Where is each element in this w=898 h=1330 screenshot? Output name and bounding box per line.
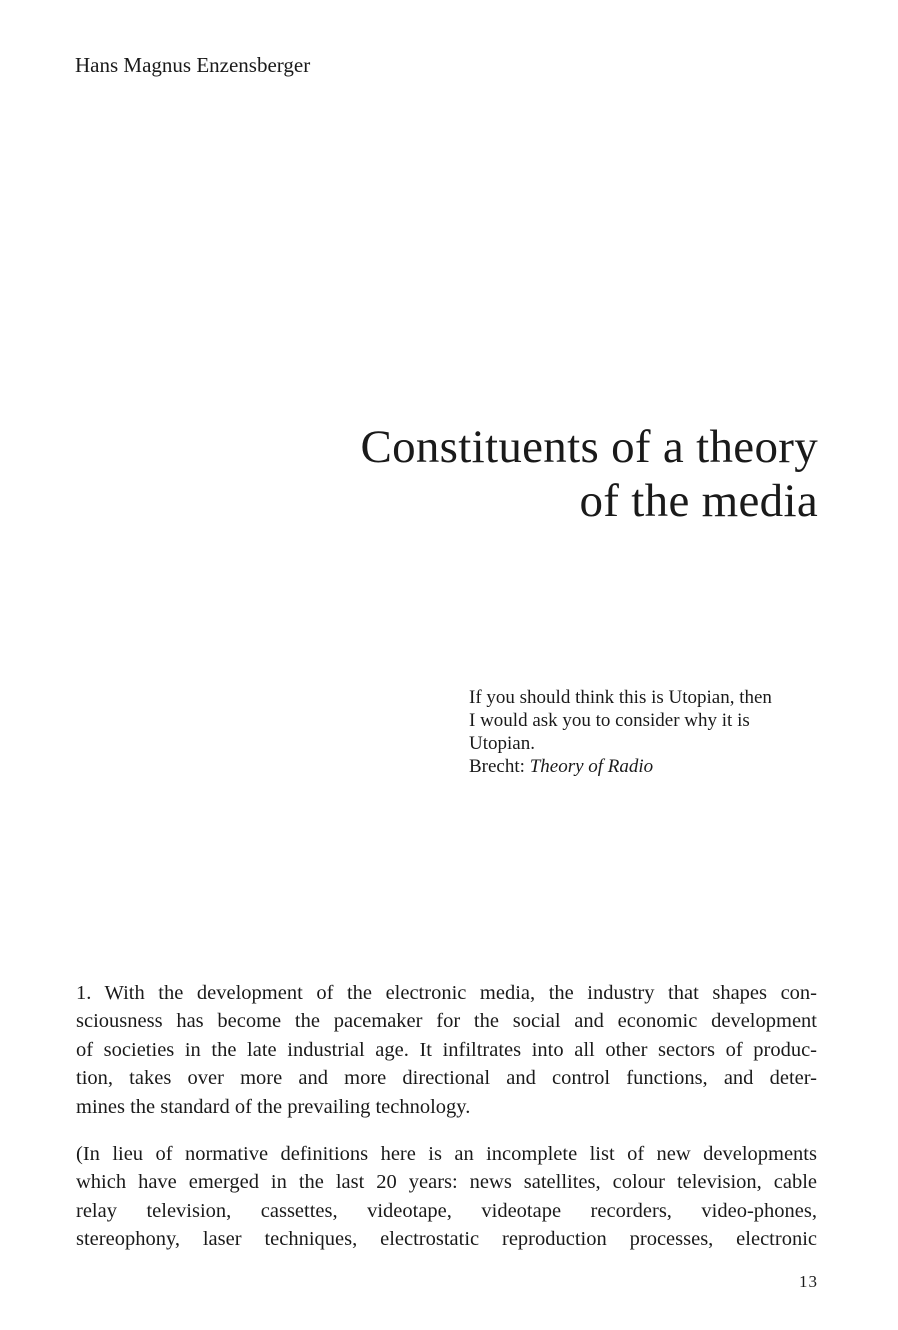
epigraph-attribution bbox=[469, 755, 829, 778]
epigraph-attribution-author: Brecht: bbox=[469, 756, 530, 777]
paragraph-2 bbox=[76, 1140, 817, 1254]
epigraph-line-1: If you should think this is Utopian, then bbox=[469, 687, 772, 708]
chapter-title-line-2: of the media bbox=[579, 475, 818, 527]
body-text bbox=[76, 979, 817, 1254]
paragraph-2-line-3: relay television, cassettes, videotape, videotape recorders, video-phones, bbox=[76, 1199, 817, 1222]
page-number: 13 bbox=[799, 1272, 818, 1291]
paragraph-1-line-1: 1. With the development of the electronic media, the industry that shapes con- bbox=[76, 982, 817, 1004]
paragraph-1-line-2: sciousness has become the pacemaker for the social and economic development bbox=[76, 1010, 817, 1033]
epigraph-attribution-work: Theory of Radio bbox=[529, 756, 654, 777]
paragraph-1 bbox=[76, 979, 817, 1121]
epigraph-line-2: I would ask you to consider why it is bbox=[469, 710, 750, 731]
paragraph-1-line-5: mines the standard of the prevailing technology. bbox=[76, 1095, 471, 1118]
paragraph-1-line-3: of societies in the late industrial age. It infiltrates into all other sectors of produc- bbox=[76, 1038, 817, 1061]
paragraph-2-line-2: which have emerged in the last 20 years: news satellites, colour television, cable bbox=[76, 1171, 817, 1194]
chapter-title bbox=[258, 420, 818, 528]
paragraph-1-line-4: tion, takes over more and more directional and control functions, and deter- bbox=[76, 1067, 817, 1090]
epigraph-line-3: Utopian. bbox=[469, 733, 535, 754]
paragraph-2-line-4: stereophony, laser techniques, electrostatic reproduction processes, electronic bbox=[76, 1228, 817, 1251]
chapter-title-line-1: Constituents of a theory bbox=[360, 421, 818, 473]
paragraph-2-line-1: (In lieu of normative definitions here is an incomplete list of new developments bbox=[76, 1142, 817, 1165]
epigraph bbox=[469, 686, 829, 778]
running-head-author: Hans Magnus Enzensberger bbox=[75, 53, 311, 77]
